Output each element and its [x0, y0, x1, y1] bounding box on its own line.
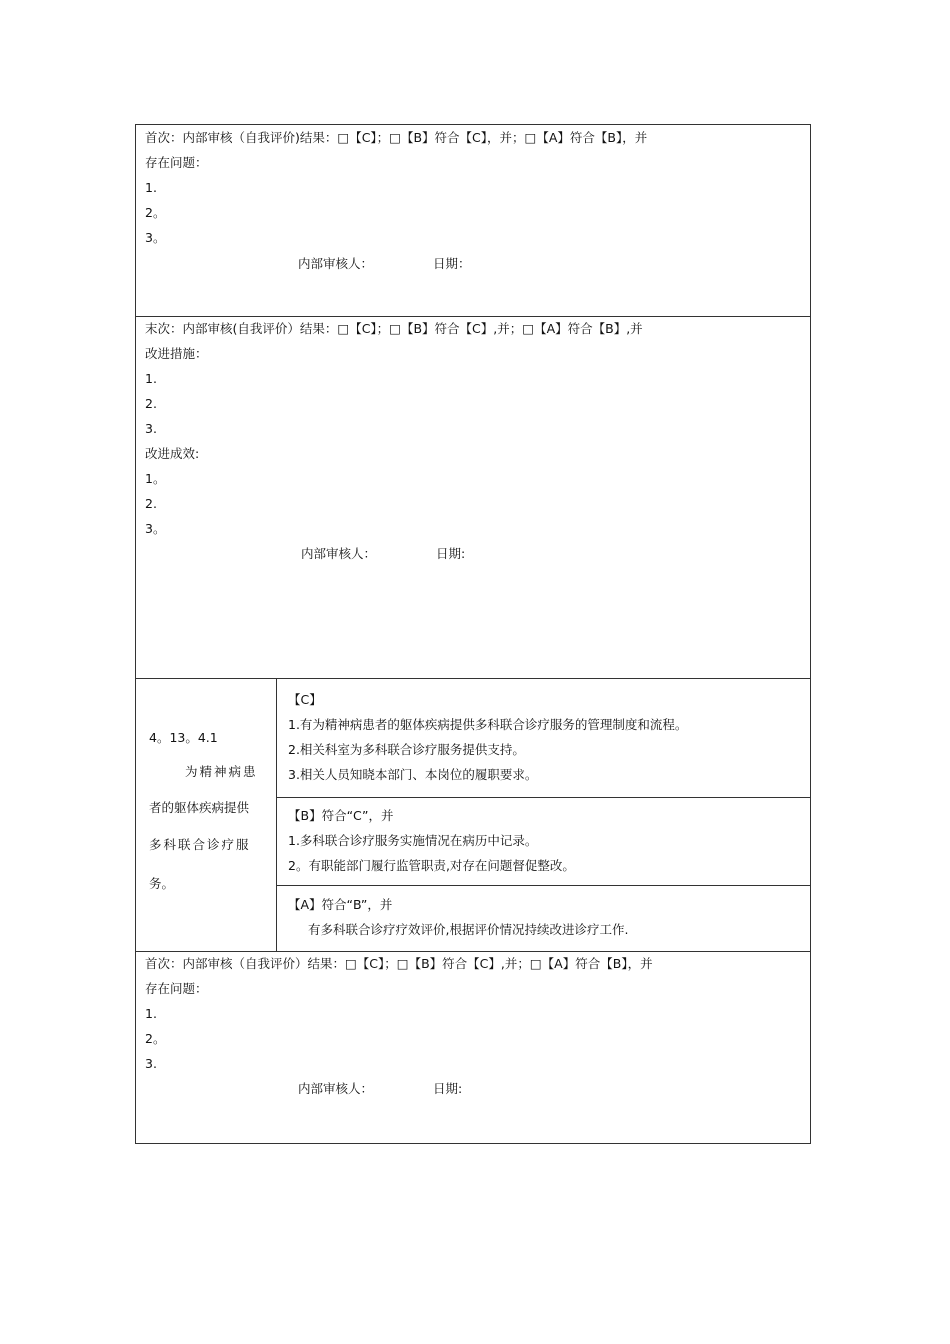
date-label: 日期:	[433, 1081, 463, 1096]
reviewer-label: 内部审核人：	[298, 256, 374, 271]
problems-label: 存在问题：	[145, 155, 208, 170]
column-divider	[276, 679, 277, 951]
problem-item: 3.	[145, 1056, 157, 1071]
level-c-item: 1.有为精神病患者的躯体疾病提供多科联合诊疗服务的管理制度和流程。	[288, 717, 688, 732]
measure-item: 1.	[145, 371, 157, 386]
first-review-section-top	[135, 124, 811, 317]
problems-label: 存在问题：	[145, 981, 208, 996]
effect-item: 1。	[145, 471, 166, 486]
standard-section	[135, 678, 811, 952]
effect-label: 改进成效:	[145, 446, 200, 461]
standard-title-line: 务。	[149, 876, 175, 891]
level-b-item: 1.多科联合诊疗服务实施情况在病历中记录。	[288, 833, 538, 848]
row-divider-b-a	[276, 885, 810, 886]
problem-item: 1.	[145, 1006, 157, 1021]
reviewer-label: 内部审核人：	[298, 1081, 374, 1096]
first-review-section-bottom	[135, 951, 811, 1144]
problem-item: 1.	[145, 180, 157, 195]
result-line: 首次：内部审核（自我评价）结果：□【C】；□【B】符合【C】,并；□【A】符合【B】，并	[145, 956, 653, 971]
result-line: 末次：内部审核(自我评价）结果：□【C】；□【B】符合【C】,并；□【A】符合【B】,并	[145, 321, 643, 336]
standard-title-line: 者的躯体疾病提供	[149, 800, 250, 815]
measures-label: 改进措施：	[145, 346, 208, 361]
measure-item: 2.	[145, 396, 157, 411]
level-a-item: 有多科联合诊疗疗效评价,根据评价情况持续改进诊疗工作.	[308, 922, 629, 937]
effect-item: 2.	[145, 496, 157, 511]
result-line: 首次：内部审核（自我评价)结果：□【C】；□【B】符合【C】，并；□【A】符合【B】，并	[145, 130, 648, 145]
standard-title-line: 为精神病患	[185, 764, 258, 779]
reviewer-label: 内部审核人：	[301, 546, 377, 561]
problem-item: 2。	[145, 205, 166, 220]
level-c-item: 3.相关人员知晓本部门、本岗位的履职要求。	[288, 767, 538, 782]
row-divider-c-b	[276, 797, 810, 798]
measure-item: 3.	[145, 421, 157, 436]
effect-item: 3。	[145, 521, 166, 536]
level-b-heading: 【B】符合“C”，并	[288, 808, 394, 823]
last-review-section	[135, 316, 811, 679]
level-c-item: 2.相关科室为多科联合诊疗服务提供支持。	[288, 742, 525, 757]
problem-item: 3。	[145, 230, 166, 245]
problem-item: 2。	[145, 1031, 166, 1046]
standard-code: 4。13。4.1	[149, 730, 218, 745]
standard-title-line: 多科联合诊疗服	[149, 837, 251, 852]
level-b-item: 2。有职能部门履行监管职责,对存在问题督促整改。	[288, 858, 575, 873]
date-label: 日期:	[436, 546, 466, 561]
date-label: 日期：	[433, 256, 471, 271]
level-a-heading: 【A】符合“B”，并	[288, 897, 393, 912]
level-c-heading: 【C】	[288, 692, 322, 707]
